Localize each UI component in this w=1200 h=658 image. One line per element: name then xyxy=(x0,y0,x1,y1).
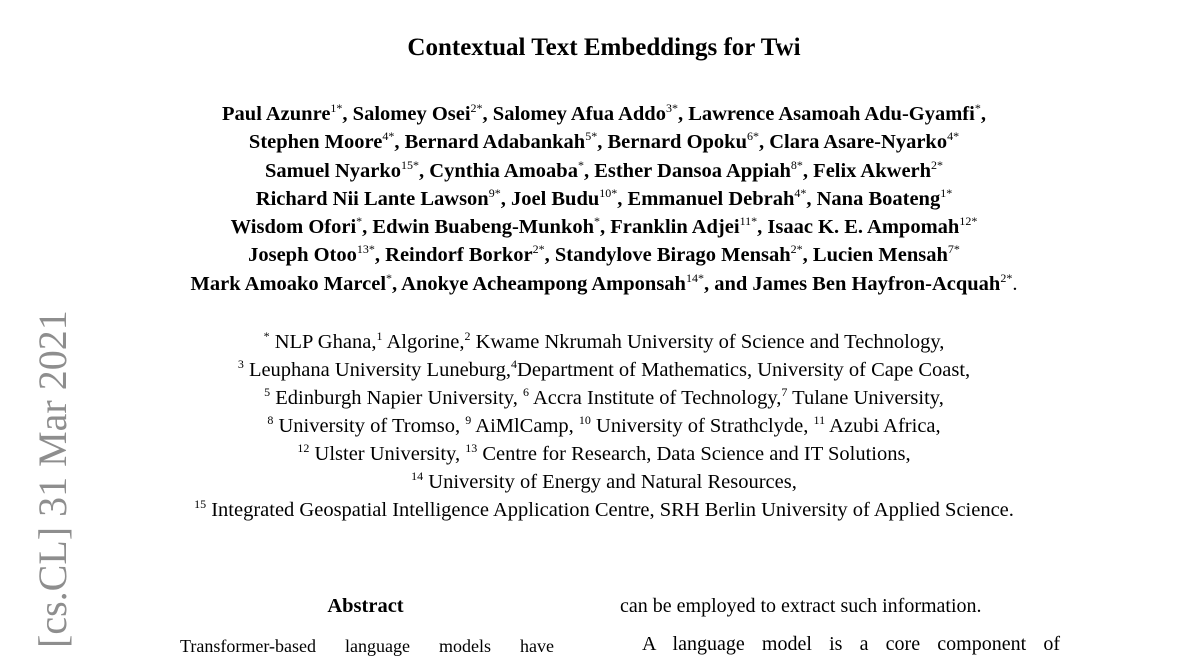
author-affiliation-mark: 5* xyxy=(585,129,598,144)
author-name: Isaac K. E. Ampomah xyxy=(767,216,960,239)
affiliation-line xyxy=(0,384,1200,412)
author-name: Joseph Otoo xyxy=(248,244,357,267)
author-line xyxy=(0,241,1200,269)
author-affiliation-mark: 6* xyxy=(746,129,759,144)
author-separator: , xyxy=(394,131,405,154)
affiliation-line xyxy=(0,440,1200,468)
author-name: Bernard Adabankah xyxy=(404,131,586,154)
affiliation-text: University of Energy and Natural Resources, xyxy=(423,471,797,493)
affiliation-mark: 15 xyxy=(194,497,207,512)
affiliation-text: Azubi Africa, xyxy=(825,415,941,437)
affiliation-mark: 10 xyxy=(578,413,591,428)
affiliation-mark: 7 xyxy=(781,385,788,400)
author-name: Reindorf Borkor xyxy=(385,244,533,267)
author-separator: , xyxy=(757,216,768,239)
author-name: Wisdom Ofori xyxy=(230,216,357,239)
right-column-line: can be employed to extract such information. xyxy=(620,595,982,617)
author-separator: , xyxy=(980,103,986,125)
affiliation-text: AiMlCamp, xyxy=(471,415,579,437)
author-affiliation-mark: * xyxy=(594,214,601,229)
author-separator: , xyxy=(600,216,611,239)
affiliation-mark: 12 xyxy=(297,441,310,456)
author-separator: , xyxy=(482,103,493,125)
author-affiliation-mark: 11* xyxy=(739,214,758,229)
author-affiliation-mark: 4* xyxy=(947,129,960,144)
author-affiliation-mark: 15* xyxy=(401,157,420,172)
author-name: Bernard Opoku xyxy=(607,131,747,154)
affiliation-mark: 2 xyxy=(464,329,471,344)
affiliation-mark: 4 xyxy=(511,357,518,372)
affiliation-line xyxy=(0,496,1200,524)
author-line xyxy=(0,270,1200,298)
author-line xyxy=(0,100,1200,128)
affiliation-line xyxy=(0,328,1200,356)
author-affiliation-mark: * xyxy=(356,214,363,229)
right-column-line: A language model is a core component of xyxy=(642,633,1060,655)
author-affiliation-mark: 9* xyxy=(488,186,501,201)
affiliation-line xyxy=(0,468,1200,496)
author-list-period: . xyxy=(1012,272,1018,295)
affiliation-mark: 6 xyxy=(522,385,529,400)
author-name: Esther Dansoa Appiah xyxy=(594,159,791,182)
author-line xyxy=(0,213,1200,241)
author-separator: , xyxy=(597,131,608,154)
author-name: Samuel Nyarko xyxy=(264,159,402,182)
author-separator: , xyxy=(802,159,814,182)
author-affiliation-mark: 12* xyxy=(959,214,978,229)
author-name: Lawrence Asamoah Adu-Gyamfi xyxy=(688,103,975,125)
author-name: James Ben Hayfron-Acquah xyxy=(752,272,1001,295)
author-name: Edwin Buabeng-Munkoh xyxy=(372,216,595,239)
affiliation-line xyxy=(0,412,1200,440)
affiliation-text: Integrated Geospatial Intelligence Application Centre, SRH Berlin University of Applied Science. xyxy=(206,499,1014,521)
affiliation-mark: 13 xyxy=(465,441,478,456)
author-separator: , xyxy=(583,159,595,182)
author-affiliation-mark: * xyxy=(577,157,584,172)
author-name: Paul Azunre xyxy=(222,103,331,125)
author-affiliation-mark: 14* xyxy=(685,270,704,285)
affiliation-text: NLP Ghana, xyxy=(269,331,377,353)
affiliation-text: Leuphana University Luneburg, xyxy=(243,359,512,381)
author-list xyxy=(0,100,1200,298)
author-name: Salomey Osei xyxy=(352,103,471,125)
author-name: Richard Nii Lante Lawson xyxy=(255,187,489,210)
affiliation-text: Centre for Research, Data Science and IT Solutions, xyxy=(477,443,911,465)
affiliation-text: Edinburgh Napier University, xyxy=(270,387,523,409)
author-name: Salomey Afua Addo xyxy=(492,103,666,125)
author-separator: , xyxy=(544,244,555,267)
author-separator: , xyxy=(374,244,386,267)
affiliation-text: Kwame Nkrumah University of Science and Technology, xyxy=(470,331,945,353)
affiliation-text: Ulster University, xyxy=(309,443,466,465)
affiliation-mark: 9 xyxy=(465,413,472,428)
author-name: Franklin Adjei xyxy=(610,216,740,239)
author-name: Clara Asare-Nyarko xyxy=(769,131,948,154)
author-separator: , xyxy=(419,159,430,182)
author-affiliation-mark: 3* xyxy=(665,101,678,116)
author-affiliation-mark: 2* xyxy=(1000,270,1013,285)
author-name: Joel Budu xyxy=(510,187,600,210)
author-affiliation-mark: 10* xyxy=(599,186,618,201)
author-line xyxy=(0,128,1200,156)
author-affiliation-mark: 13* xyxy=(356,242,375,257)
affiliation-mark: 8 xyxy=(267,413,274,428)
author-name: Emmanuel Debrah xyxy=(627,187,795,210)
affiliation-text: University of Strathclyde, xyxy=(590,415,814,437)
author-name: Lucien Mensah xyxy=(812,244,948,267)
arxiv-side-stamp: [cs.CL] 31 Mar 2021 xyxy=(30,310,75,648)
author-affiliation-mark: 4* xyxy=(794,186,807,201)
author-affiliation-mark: 1* xyxy=(330,101,343,116)
affiliation-mark: 11 xyxy=(813,413,826,428)
affiliation-mark: 5 xyxy=(264,385,271,400)
affiliation-mark: * xyxy=(263,329,270,344)
affiliation-line xyxy=(0,356,1200,384)
author-affiliation-mark: * xyxy=(974,101,981,116)
author-separator: , xyxy=(677,103,689,125)
author-affiliation-mark: * xyxy=(386,270,393,285)
author-name: Cynthia Amoaba xyxy=(429,159,578,182)
affiliation-text: Department of Mathematics, University of Cape Coast, xyxy=(517,359,971,381)
affiliation-text: University of Tromso, xyxy=(273,415,466,437)
affiliation-mark: 3 xyxy=(237,357,244,372)
author-affiliation-mark: 2* xyxy=(532,242,545,257)
author-affiliation-mark: 2* xyxy=(931,157,944,172)
author-affiliation-mark: 1* xyxy=(940,186,953,201)
author-name: Nana Boateng xyxy=(816,187,941,210)
paper-title: Contextual Text Embeddings for Twi xyxy=(407,34,801,61)
author-separator: , xyxy=(758,131,770,154)
author-line xyxy=(0,185,1200,213)
author-name: Mark Amoako Marcel xyxy=(190,272,387,295)
author-affiliation-mark: 7* xyxy=(947,242,960,257)
affiliation-text: Tulane University, xyxy=(787,387,944,409)
affiliation-text: Accra Institute of Technology, xyxy=(528,387,782,409)
author-affiliation-mark: 2* xyxy=(470,101,483,116)
author-line xyxy=(0,157,1200,185)
author-name: Felix Akwerh xyxy=(813,159,932,182)
author-name: Stephen Moore xyxy=(248,131,383,154)
abstract-first-line: Transformer-based language models have xyxy=(180,636,554,656)
author-separator: , xyxy=(617,187,628,210)
author-name: Standylove Birago Mensah xyxy=(554,244,791,267)
abstract-heading: Abstract xyxy=(327,595,404,617)
author-affiliation-mark: 8* xyxy=(790,157,803,172)
author-affiliation-mark: 4* xyxy=(382,129,395,144)
affiliation-list xyxy=(0,328,1200,524)
author-separator: , xyxy=(806,187,817,210)
author-separator: , xyxy=(392,272,402,295)
author-separator: , xyxy=(802,244,813,267)
author-affiliation-mark: 2* xyxy=(790,242,803,257)
affiliation-mark: 1 xyxy=(376,329,383,344)
author-separator: , xyxy=(342,103,353,125)
author-separator: , xyxy=(362,216,373,239)
author-separator: , and xyxy=(703,272,753,295)
affiliation-mark: 14 xyxy=(411,469,424,484)
author-name: Anokye Acheampong Amponsah xyxy=(401,272,686,295)
author-separator: , xyxy=(500,187,511,210)
affiliation-text: Algorine, xyxy=(382,331,465,353)
